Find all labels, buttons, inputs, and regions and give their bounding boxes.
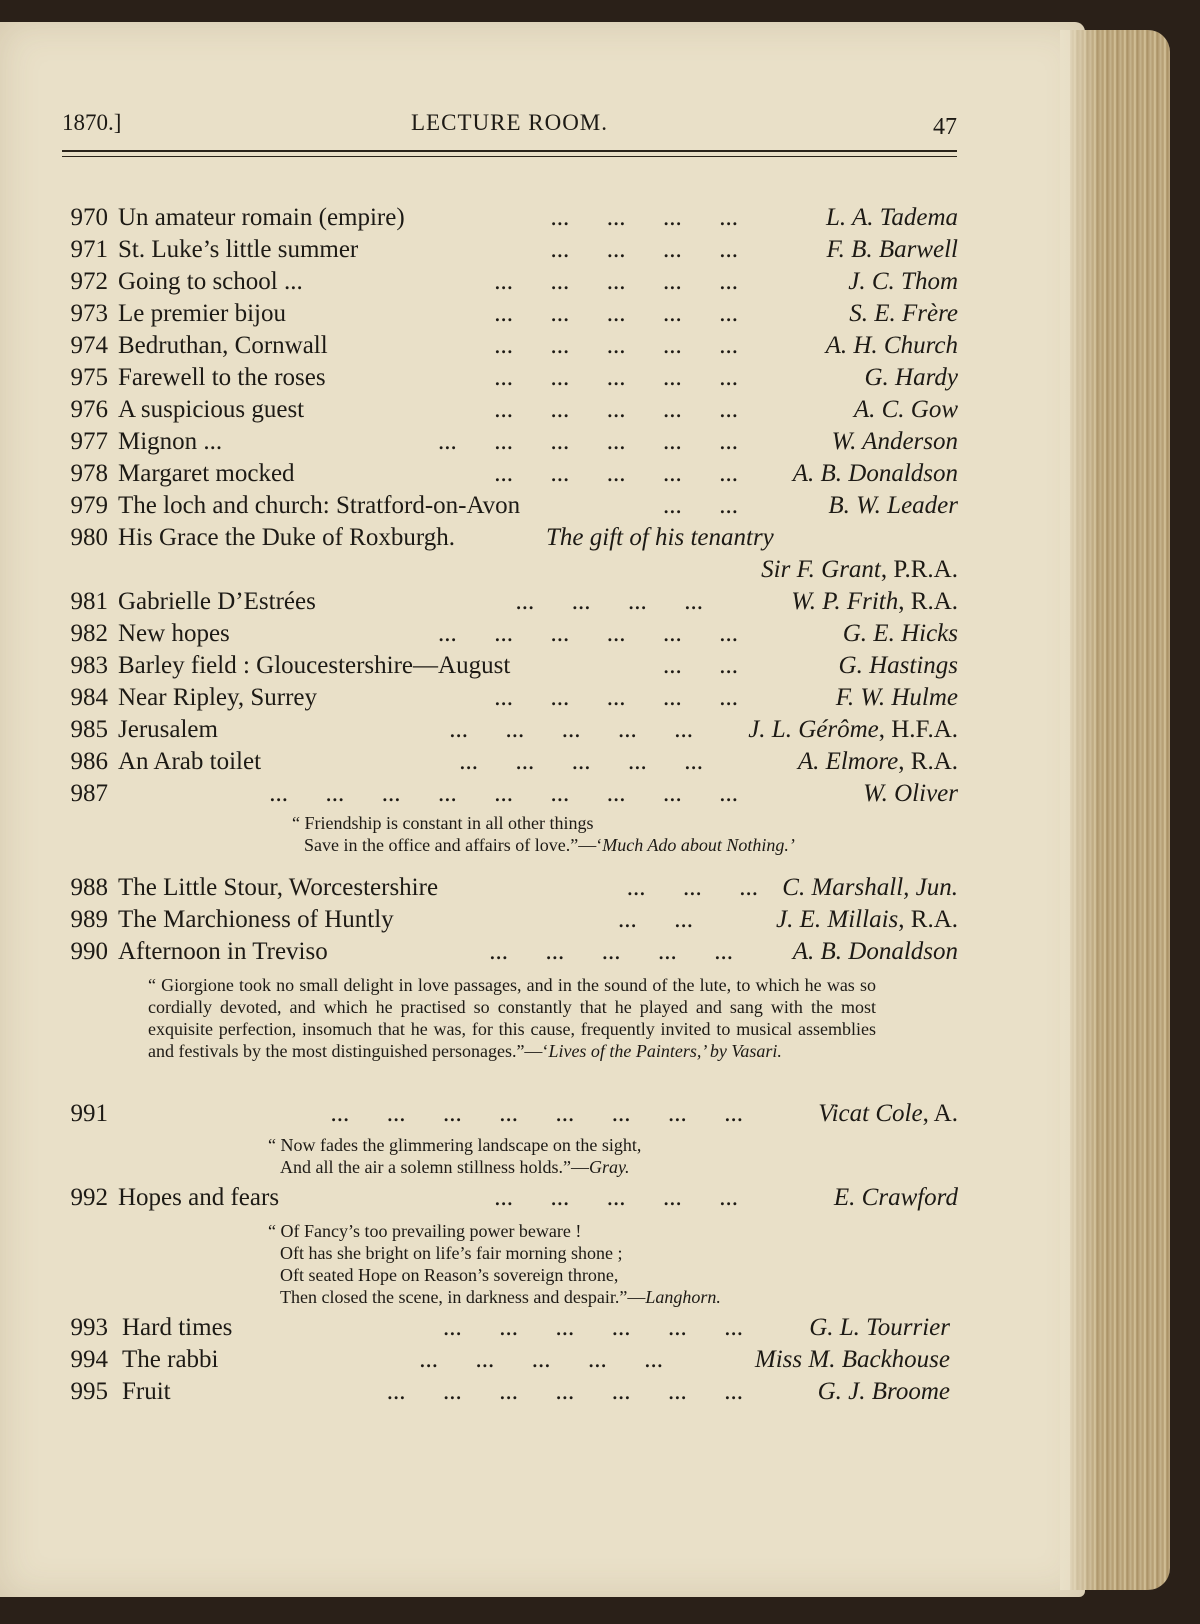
- leader-dots: ... ...: [663, 652, 738, 679]
- leader-dots: ... ... ... ... ... ...: [443, 1314, 743, 1341]
- entry-artist: J. E. Millais, R.A.: [776, 906, 958, 933]
- quote-line: Save in the office and affairs of love.”—‘Much Ado about Nothing.’: [304, 835, 795, 855]
- epigraph-990: [148, 974, 876, 1062]
- entry-artist: C. Marshall, Jun.: [782, 874, 958, 901]
- entry-artist: G. Hardy: [864, 364, 958, 391]
- entry-artist: A. Elmore, R.A.: [797, 748, 958, 775]
- catalogue-entry: [58, 936, 958, 968]
- entry-artist: Miss M. Backhouse: [754, 1346, 950, 1373]
- entry-artist: A. B. Donaldson: [792, 938, 958, 965]
- catalogue-entry: [58, 458, 958, 490]
- entry-artist: A. C. Gow: [853, 396, 958, 423]
- catalogue-entry: [58, 266, 958, 298]
- catalogue-entry: [58, 394, 958, 426]
- catalogue-entry: [58, 362, 958, 394]
- catalogue-entry: [58, 714, 958, 746]
- entry-title: New hopes: [118, 620, 230, 647]
- entry-title: Gabrielle D’Estrées: [118, 588, 316, 615]
- leader-dots: ... ... ... ...: [550, 204, 738, 231]
- entry-artist: J. C. Thom: [848, 268, 958, 295]
- entry-number: 971: [70, 236, 108, 263]
- entry-title: The Marchioness of Huntly: [118, 906, 394, 933]
- entry-title: The rabbi: [122, 1346, 219, 1373]
- entry-number: 992: [70, 1184, 108, 1211]
- quote-line: “ Now fades the glimmering landscape on the sight,: [268, 1135, 642, 1155]
- catalogue-entry-continued: [58, 554, 958, 586]
- entry-number: 974: [70, 332, 108, 359]
- entry-title: Barley field : Gloucestershire—August: [118, 652, 511, 679]
- leader-dots: ... ... ... ... ...: [449, 716, 693, 743]
- entry-note: The gift of his tenantry: [546, 524, 774, 551]
- leader-dots: ... ... ... ... ...: [494, 300, 738, 327]
- quote-line: Then closed the scene, in darkness and despair.”—Langhorn.: [280, 1287, 721, 1307]
- entry-number: 976: [70, 396, 108, 423]
- leader-dots: ... ... ... ... ...: [494, 684, 738, 711]
- entry-number: 977: [70, 428, 108, 455]
- entry-artist: Vicat Cole, A.: [818, 1100, 958, 1127]
- leader-dots: ... ... ... ...: [550, 236, 738, 263]
- entry-title: Near Ripley, Surrey: [118, 684, 318, 711]
- entry-title: Fruit: [122, 1378, 171, 1405]
- catalogue-entry: [58, 234, 958, 266]
- entry-number: 984: [70, 684, 108, 711]
- header-year: 1870.]: [62, 110, 122, 135]
- entry-number: 973: [70, 300, 108, 327]
- catalogue-entry: [58, 872, 958, 904]
- entry-number: 989: [70, 906, 108, 933]
- entry-title: Un amateur romain (empire): [118, 204, 405, 231]
- entry-title: The loch and church: Stratford-on-Avon: [118, 492, 521, 519]
- entry-number: 988: [70, 874, 108, 901]
- entry-artist: G. Hastings: [838, 652, 958, 679]
- leader-dots: ... ...: [618, 906, 693, 933]
- catalogue-entry: [58, 202, 958, 234]
- leader-dots: ... ... ... ... ... ... ... ...: [330, 1100, 743, 1127]
- entry-title: His Grace the Duke of Roxburgh.: [118, 524, 455, 551]
- catalogue-entry: [58, 1182, 958, 1214]
- epigraph-991: [268, 1134, 641, 1178]
- catalogue-entry: [58, 330, 958, 362]
- leader-dots: ... ... ... ... ...: [489, 938, 733, 965]
- entry-artist: W. P. Frith, R.A.: [791, 588, 958, 615]
- entry-number: 982: [70, 620, 108, 647]
- entry-title: Bedruthan, Cornwall: [118, 332, 328, 359]
- catalogue-entry: [58, 778, 958, 810]
- quote-source: Langhorn.: [645, 1287, 721, 1307]
- quote-line: Oft seated Hope on Reason’s sovereign throne,: [280, 1265, 619, 1285]
- quote-source: Much Ado about Nothing.’: [602, 835, 795, 855]
- quote-line: Oft has she bright on life’s fair morning shone ;: [280, 1243, 623, 1263]
- entry-number: 995: [70, 1378, 108, 1405]
- entry-number: 985: [70, 716, 108, 743]
- entry-number: 991: [70, 1100, 108, 1127]
- catalogue-entry: [58, 1376, 958, 1408]
- entry-artist: E. Crawford: [833, 1184, 958, 1211]
- entry-artist: G. L. Tourrier: [809, 1314, 950, 1341]
- epigraph-987: [292, 812, 795, 856]
- leader-dots: ... ... ... ... ...: [419, 1346, 663, 1373]
- quote-line: And all the air a solemn stillness holds.”—Gray.: [280, 1157, 630, 1177]
- entry-number: 970: [70, 204, 108, 231]
- leader-dots: ... ... ...: [626, 874, 758, 901]
- catalogue-entry: [58, 1312, 958, 1344]
- leader-dots: ... ... ... ... ...: [494, 268, 738, 295]
- entry-artist: F. B. Barwell: [826, 236, 958, 263]
- entry-artist: J. L. Gérôme, H.F.A.: [748, 716, 958, 743]
- entry-artist: Sir F. Grant, P.R.A.: [761, 556, 958, 583]
- catalogue-entry: [58, 1344, 958, 1376]
- entry-artist: F. W. Hulme: [835, 684, 958, 711]
- catalogue-entry: [58, 298, 958, 330]
- entry-number: 981: [70, 588, 108, 615]
- entry-number: 975: [70, 364, 108, 391]
- header-rule-thin: [62, 156, 957, 157]
- entry-number: 978: [70, 460, 108, 487]
- entry-artist: W. Oliver: [863, 780, 958, 807]
- entry-number: 990: [70, 938, 108, 965]
- entry-title: Afternoon in Treviso: [118, 938, 328, 965]
- entry-artist: A. H. Church: [825, 332, 958, 359]
- catalogue-entry: [58, 904, 958, 936]
- page-number: 47: [933, 114, 957, 140]
- entry-number: 986: [70, 748, 108, 775]
- leader-dots: ... ...: [663, 492, 738, 519]
- catalogue-entry: [58, 426, 958, 458]
- catalogue-entry: [58, 682, 958, 714]
- entry-number: 979: [70, 492, 108, 519]
- entry-title: The Little Stour, Worcestershire: [118, 874, 439, 901]
- catalogue-entry: [58, 650, 958, 682]
- catalogue-entry: [58, 746, 958, 778]
- catalogue-entry: [58, 522, 958, 554]
- entry-artist: G. E. Hicks: [842, 620, 958, 647]
- entry-title: Margaret mocked: [118, 460, 295, 487]
- entry-artist: W. Anderson: [831, 428, 958, 455]
- entry-artist: A. B. Donaldson: [792, 460, 958, 487]
- entry-number: 972: [70, 268, 108, 295]
- epigraph-992: [268, 1220, 721, 1308]
- entry-artist: S. E. Frère: [849, 300, 958, 327]
- quote-line: “ Friendship is constant in all other things: [292, 813, 594, 833]
- entry-title: Hopes and fears: [118, 1184, 280, 1211]
- leader-dots: ... ... ... ... ... ...: [438, 620, 738, 647]
- entry-title: A suspicious guest: [118, 396, 305, 423]
- leader-dots: ... ... ... ... ...: [494, 364, 738, 391]
- header-title: LECTURE ROOM.: [411, 110, 608, 135]
- entry-number: 983: [70, 652, 108, 679]
- leader-dots: ... ... ... ... ...: [459, 748, 703, 775]
- entry-number: 987: [70, 780, 108, 807]
- quote-source: Gray.: [588, 1157, 630, 1177]
- leader-dots: ... ... ... ... ... ... ...: [386, 1378, 743, 1405]
- leader-dots: ... ... ... ... ...: [494, 396, 738, 423]
- quote-line: “ Of Fancy’s too prevailing power beware !: [268, 1221, 582, 1241]
- leader-dots: ... ... ... ... ...: [494, 460, 738, 487]
- catalogue-entry: [58, 1098, 958, 1130]
- entry-title: Jerusalem: [118, 716, 218, 743]
- quote-text: “ Giorgione took no small delight in love passages, and in the sound of the lute, to which he was so cordially devoted, and which he practised so constantly that he played and sang with the most exquisite perfection, insomuch that he was, for this cause, frequently invited to musical assemblies and festivals by the most distinguished personages.”—‘: [148, 975, 876, 1061]
- leader-dots: ... ... ... ... ...: [494, 1184, 738, 1211]
- running-header: [62, 108, 957, 148]
- entry-number: 980: [70, 524, 108, 551]
- entry-artist: L. A. Tadema: [826, 204, 958, 231]
- entry-artist: G. J. Broome: [817, 1378, 950, 1405]
- entry-title: Going to school ...: [118, 268, 303, 295]
- leader-dots: ... ... ... ... ... ... ... ... ...: [269, 780, 738, 807]
- catalogue-entry: [58, 490, 958, 522]
- catalogue-entry: [58, 586, 958, 618]
- entry-title: Farewell to the roses: [118, 364, 326, 391]
- entry-title: St. Luke’s little summer: [118, 236, 359, 263]
- entry-artist: B. W. Leader: [828, 492, 958, 519]
- header-rule: [62, 150, 957, 152]
- leader-dots: ... ... ... ...: [515, 588, 703, 615]
- leader-dots: ... ... ... ... ... ...: [438, 428, 738, 455]
- entry-title: Hard times: [122, 1314, 233, 1341]
- leader-dots: ... ... ... ... ...: [494, 332, 738, 359]
- entry-title: Le premier bijou: [118, 300, 286, 327]
- entry-number: 994: [70, 1346, 108, 1373]
- catalogue-entry: [58, 618, 958, 650]
- quote-source: Lives of the Painters,’ by Vasari.: [548, 1041, 782, 1061]
- entry-number: 993: [70, 1314, 108, 1341]
- entry-title: Mignon ...: [118, 428, 223, 455]
- entry-title: An Arab toilet: [118, 748, 262, 775]
